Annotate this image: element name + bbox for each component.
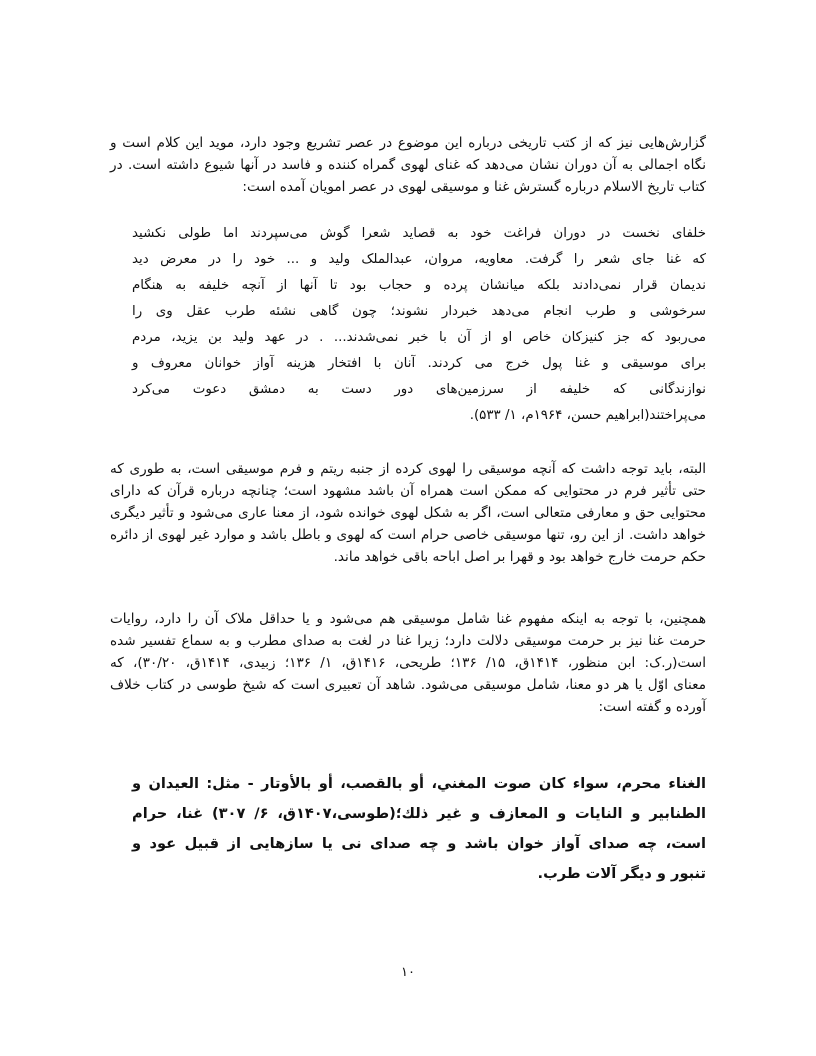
text-line: حکم حرمت خارج خواهد بود و قهرا بر اصل اباحه باقی خواهد ماند. bbox=[333, 549, 706, 565]
text-line: نگاه اجمالی به آن دوران نشان می‌دهد که غنای لهوی گمراه کننده و فاسد در آنها شیوع داشته است. در bbox=[110, 157, 706, 173]
quote-line: می‌ربود که جز کنیزکان خاص او از آن با خبر نمی‌شدند... . در عهد ولید بن یزید، مردم bbox=[132, 330, 706, 345]
quote-line: که غنا جای شعر را گرفت. معاویه، مروان، عبدالملک ولید و ... خود را در معرض دید bbox=[132, 252, 706, 267]
text-line: کتاب تاریخ الاسلام درباره گسترش غنا و موسیقی لهوی در عصر امویان آمده است: bbox=[242, 179, 706, 195]
block-quote-tusi bbox=[132, 769, 706, 889]
quote-line: برای موسیقی و غنا پول خرج می کردند. آنان با افتخار هزینه آواز خوانان معروف و bbox=[132, 356, 706, 371]
quote-line: می‌پراختند(ابراهیم حسن، ۱۹۶۴م، ۱/ ۵۳۳). bbox=[469, 408, 706, 423]
text-line: است(ر.ک: ابن منظور، ۱۴۱۴ق، ۱۵/ ۱۳۶؛ طریحی، ۱۴۱۶ق، ۱/ ۱۳۶؛ زبیدی، ۱۴۱۴ق، ۳۰/۲۰)، که bbox=[110, 655, 706, 671]
quote-line: الطنابير و النايات و المعازف و غير ذلك؛(طوسی،۱۴۰۷ق، ۶/ ۳۰۷) غنا، حرام bbox=[132, 805, 706, 822]
text-line: معنای اوّل یا هر دو معنا، شامل موسیقی می‌شود. شاهد آن تعبیری است که شیخ طوسی در کتاب خلاف bbox=[110, 677, 706, 693]
paragraph-intro bbox=[110, 132, 706, 198]
text-line: حرمت غنا نیز بر حرمت موسیقی دلالت دارد؛ زیرا غنا در لغت به صدای مطرب و به سماع تفسیر شده bbox=[110, 633, 706, 649]
paragraph-ghina-definition bbox=[110, 608, 706, 718]
paragraph-music-form bbox=[110, 458, 706, 568]
text-line: خواهد داشت. از این رو، تنها موسیقی خاصی حرام است که لهوی و باطل باشد و موارد غیر لهوی از دائره bbox=[110, 527, 706, 543]
quote-line: سرخوشی و طرب انجام می‌دهد خبردار نشوند؛ چون گاهی نشئه طرب عقل وی را bbox=[132, 304, 706, 319]
text-line: گزارش‌هایی نیز که از کتب تاریخی درباره این موضوع در عصر تشریع وجود دارد، موید این کلام است و bbox=[110, 135, 706, 151]
text-line: حتی تأثیر فرم در محتوایی که ممکن است همراه آن باشد مشهود است؛ چنانچه درباره قرآن که دارای bbox=[110, 483, 706, 499]
text-line: همچنین، با توجه به اینکه مفهوم غنا شامل موسیقی هم می‌شود و یا حداقل ملاک آن را دارد، روایات bbox=[110, 611, 706, 627]
quote-line: خلفای نخست در دوران فراغت خود به قصاید شعرا گوش می‌سپردند اما طولی نکشید bbox=[132, 226, 706, 241]
quote-line: است، چه صدای آواز خوان باشد و چه صدای نی یا سازهایی از قبیل عود و bbox=[132, 835, 706, 852]
page-number: ۱۰ bbox=[401, 965, 415, 980]
block-quote-history bbox=[132, 221, 706, 429]
quote-line: الغناء محرم، سواء كان صوت المغني، أو بالقصب، أو بالأوتار - مثل: العيدان و bbox=[132, 775, 706, 792]
text-line: البته، باید توجه داشت که آنچه موسیقی را لهوی کرده از جنبه ریتم و فرم موسیقی است، به طوری که bbox=[110, 461, 706, 477]
quote-line: تنبور و دیگر آلات طرب. bbox=[537, 865, 706, 882]
text-line: آورده و گفته است: bbox=[598, 699, 706, 715]
text-line: محتوایی حق و معارفی متعالی است، اگر به شکل لهوی خوانده شود، از معنا عاری می‌شود و تأثیر دیگری bbox=[110, 505, 706, 521]
quote-line: ندیمان قرار نمی‌دادند بلکه میانشان پرده و حجاب بود تا آنها از آنچه خلیفه به هنگام bbox=[132, 278, 706, 293]
quote-line: نوازندگانی که خلیفه از سرزمین‌های دور دست به دمشق دعوت می‌کرد bbox=[132, 382, 706, 397]
